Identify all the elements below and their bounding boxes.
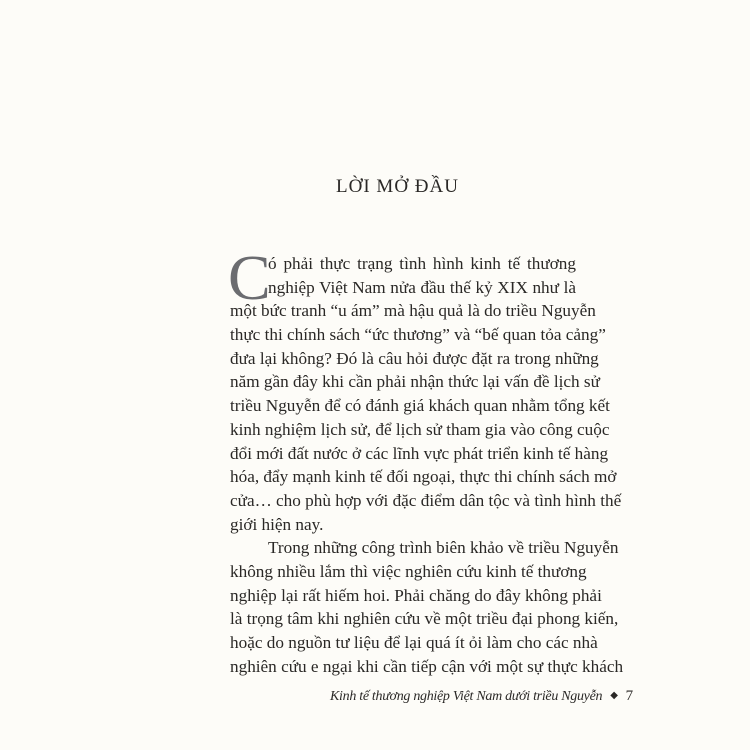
text-line: nghiên cứu e ngại khi cần tiếp cận với một sự thực khách [230, 656, 624, 676]
text-line: không nhiều lắm thì việc nghiên cứu kinh tế thương [230, 561, 587, 581]
text-line: nghiệp Việt Nam nửa đầu thế kỷ XIX như là [268, 277, 576, 297]
running-title: Kinh tế thương nghiệp Việt Nam dưới triều Nguyễn [330, 689, 603, 704]
text-line: đổi mới đất nước ở các lĩnh vực phát triển kinh tế hàng [230, 443, 609, 463]
text-line: triều Nguyễn để có đánh giá khách quan nhằm tổng kết [230, 396, 610, 416]
text-line: là trọng tâm khi nghiên cứu về một triều đại phong kiến, [230, 609, 619, 629]
text-line: Trong những công trình biên khảo về triều Nguyễn [268, 538, 619, 558]
text-line: năm gần đây khi cần phải nhận thức lại vấn đề lịch sử [230, 372, 600, 392]
diamond-separator-icon: ◆ [610, 690, 618, 701]
page-number: 7 [625, 688, 633, 704]
drop-cap: C [228, 242, 271, 313]
text-line: ó phải thực trạng tình hình kinh tế thương [268, 254, 576, 273]
chapter-title: LỜI MỞ ĐẦU [336, 176, 459, 197]
text-line: hóa, đẩy mạnh kinh tế đối ngoại, thực thi chính sách mở [230, 467, 617, 487]
text-line: giới hiện nay. [230, 514, 324, 534]
text-line: nghiệp lại rất hiếm hoi. Phải chăng do đây không phải [230, 585, 602, 605]
body-text [228, 242, 624, 678]
text-line: hoặc do nguồn tư liệu để lại quá ít ỏi làm cho các nhà [230, 633, 598, 652]
text-line: cửa… cho phù hợp với đặc điểm dân tộc và tình hình thế [230, 490, 622, 510]
text-line: một bức tranh “u ám” mà hậu quả là do triều Nguyễn [230, 301, 596, 321]
page-footer [330, 688, 633, 705]
text-line: kinh nghiệm lịch sử, để lịch sử tham gia vào công cuộc [230, 419, 610, 439]
text-line: thực thi chính sách “ức thương” và “bế quan tỏa cảng” [230, 325, 606, 345]
text-line: đưa lại không? Đó là câu hỏi được đặt ra trong những [230, 348, 599, 368]
